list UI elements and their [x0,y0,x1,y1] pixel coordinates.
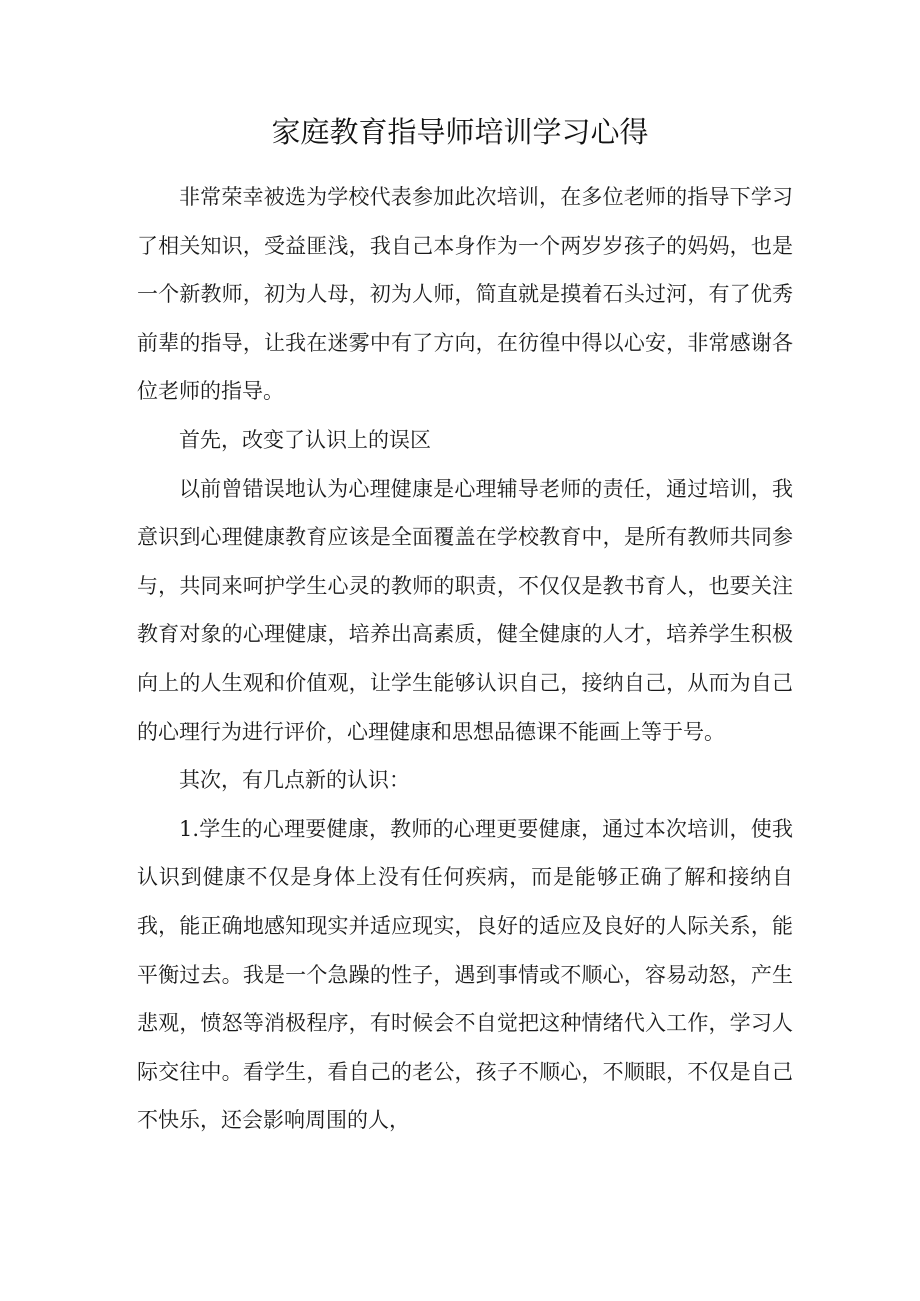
document-body [137,173,793,1145]
paragraph-heading-first: 首先，改变了认识上的误区 [179,427,431,452]
paragraph-misconception: 以前曾错误地认为心理健康是心理辅导老师的责任，通过培训，我意识到心理健康教育应该是全面覆盖在学校教育中，是所有教师共同参与，共同来呵护学生心灵的教师的职责，不仅仅是教书育人，也要关注教育对象的心理健康，培养出高素质，健全健康的人才，培养学生积极向上的人生观和价值观，让学生能够认识自己，接纳自己，从而为自己的心理行为进行评价，心理健康和思想品德课不能画上等于号。 [137,476,793,744]
paragraph-intro: 非常荣幸被选为学校代表参加此次培训，在多位老师的指导下学习了相关知识，受益匪浅，我自己本身作为一个两岁岁孩子的妈妈，也是一个新教师，初为人母，初为人师，简直就是摸着石头过河，有了优秀前辈的指导，让我在迷雾中有了方向，在彷徨中得以心安，非常感谢各位老师的指导。 [137,185,793,404]
paragraph-point-one: 1.学生的心理要健康，教师的心理更要健康，通过本次培训，使我认识到健康不仅是身体上没有任何疾病，而是能够正确了解和接纳自我，能正确地感知现实并适应现实，良好的适应及良好的人际关系，能平衡过去。我是一个急躁的性子，遇到事情或不顺心，容易动怒，产生悲观，愤怒等消极程序，有时候会不自觉把这种情绪代入工作，学习人际交往中。看学生，看自己的老公，孩子不顺心，不顺眼，不仅是自己不快乐，还会影响周围的人， [137,816,793,1133]
document-title: 家庭教育指导师培训学习心得 [271,115,649,149]
paragraph-heading-second: 其次，有几点新的认识： [179,768,410,793]
